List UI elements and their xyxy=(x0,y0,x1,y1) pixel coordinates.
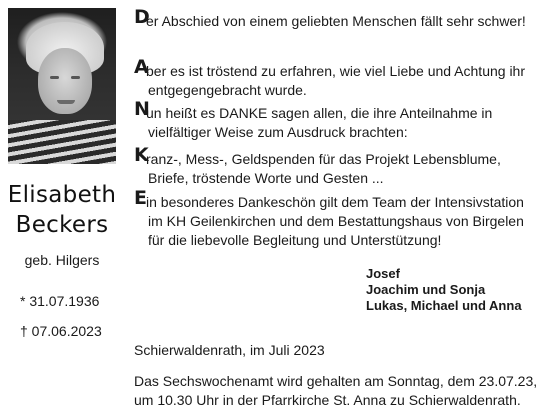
paragraph-line: Briefe, tröstende Worte und Gesten ... xyxy=(148,170,384,186)
thanks-paragraph xyxy=(134,187,544,250)
paragraph-line: im KH Geilenkirchen und dem Bestattungshaus von Birgelen xyxy=(148,213,524,229)
birth-date: * 31.07.1936 xyxy=(20,293,100,309)
paragraph-initial: E xyxy=(134,187,147,209)
paragraph-line: ranz-, Mess-, Geldspenden für das Projekt Lebensblume, xyxy=(146,151,501,167)
paragraph-initial: D xyxy=(134,6,150,28)
thanks-paragraph xyxy=(134,6,544,31)
paragraph-line: er Abschied von einem geliebten Menschen fällt sehr schwer! xyxy=(146,13,526,29)
first-name: Elisabeth xyxy=(7,182,117,208)
paragraph-initial: A xyxy=(134,56,149,78)
mass-notice xyxy=(134,372,537,410)
paragraph-line: in besonderes Dankeschön gilt dem Team der Intensivstation xyxy=(146,194,524,210)
signer-line: Josef xyxy=(366,266,400,281)
paragraph-line: für die liebevolle Begleitung und Unterstützung! xyxy=(148,232,442,248)
portrait-photo xyxy=(8,8,116,164)
last-name: Beckers xyxy=(15,212,109,238)
place-date: Schierwaldenrath, im Juli 2023 xyxy=(134,342,325,358)
death-date: † 07.06.2023 xyxy=(20,323,102,339)
signer-line: Joachim und Sonja xyxy=(366,282,486,297)
paragraph-line: ber es ist tröstend zu erfahren, wie viel Liebe und Achtung ihr xyxy=(146,63,525,79)
paragraph-initial: K xyxy=(134,144,149,166)
paragraph-line: un heißt es DANKE sagen allen, die ihre Anteilnahme in xyxy=(146,105,493,121)
paragraph-line: vielfältiger Weise zum Ausdruck brachten: xyxy=(148,124,408,140)
notice-line: um 10.30 Uhr in der Pfarrkirche St. Anna zu Schierwaldenrath. xyxy=(134,392,521,408)
paragraph-initial: N xyxy=(134,98,150,120)
thanks-paragraph xyxy=(134,56,544,100)
maiden-name: geb. Hilgers xyxy=(24,252,100,268)
signers-block xyxy=(366,266,522,314)
thanks-paragraph xyxy=(134,98,544,142)
paragraph-line: entgegengebracht wurde. xyxy=(148,82,307,98)
thanks-paragraph xyxy=(134,144,544,188)
notice-line: Das Sechswochenamt wird gehalten am Sonntag, dem 23.07.23, xyxy=(134,373,538,389)
signer-line: Lukas, Michael und Anna xyxy=(366,298,522,313)
